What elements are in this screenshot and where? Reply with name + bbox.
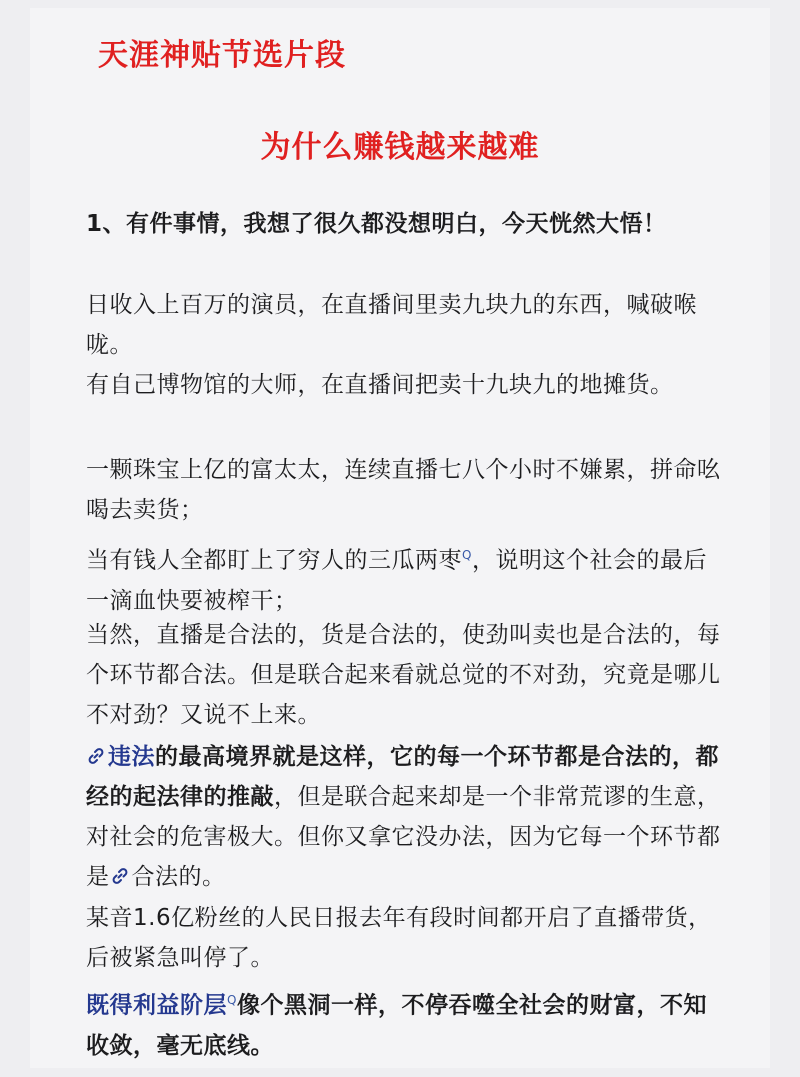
source-title: 天涯神贴节选片段 bbox=[98, 38, 346, 73]
paragraph-7-tail: 合法的。 bbox=[131, 864, 226, 890]
article-title: 为什么赚钱越来越难 bbox=[260, 130, 540, 165]
paragraph-9 bbox=[86, 980, 726, 1066]
link-icon-2[interactable] bbox=[110, 859, 130, 879]
paragraph-7-bold: 的最高境界就是这样，它的每一个环节都是合法的，都经的起法律的推敲 bbox=[86, 744, 719, 810]
paragraph-6: 当然，直播是合法的，货是合法的，使劲叫卖也是合法的，每个环节都合法。但是联合起来看就总觉的不对劲，究竟是哪儿不对劲？又说不上来。 bbox=[86, 622, 721, 728]
paragraph-1: 1、有件事情，我想了很久都没想明白，今天恍然大悟！ bbox=[86, 211, 667, 237]
paragraph-5 bbox=[86, 535, 726, 621]
paragraph-3: 有自己博物馆的大师，在直播间把卖十九块九的地摊货。 bbox=[86, 372, 674, 398]
paragraph-4: 一颗珠宝上亿的富太太，连续直播七八个小时不嫌累，拼命吆喝去卖货； bbox=[86, 457, 721, 523]
paragraph-5-text-b: ，说明这个社会的最后一滴血快要被榨干； bbox=[86, 547, 707, 614]
paragraph-7 bbox=[86, 737, 726, 897]
illegal-link[interactable]: 违法 bbox=[108, 744, 155, 770]
paragraph-9-rest: 像个黑洞一样，不停吞噬全社会的财富，不知收敛，毫无底线。 bbox=[86, 992, 707, 1059]
paragraph-2: 日收入上百万的演员，在直播间里卖九块九的东西，喊破喉咙。 bbox=[86, 292, 697, 358]
search-marker-icon-2[interactable]: Q bbox=[227, 993, 237, 1007]
search-marker-icon[interactable]: Q bbox=[462, 548, 472, 562]
paragraph-5-text-a: 当有钱人全都盯上了穷人的三瓜两枣 bbox=[86, 547, 462, 574]
link-icon[interactable] bbox=[86, 739, 106, 759]
paragraph-7-rest: ，但是联合起来却是一个非常荒谬的生意，对社会的危害极大。但你又拿它没办法，因为它每一个环节都是 bbox=[86, 784, 721, 890]
paragraph-8: 某音1.6亿粉丝的人民日报去年有段时间都开启了直播带货，后被紧急叫停了。 bbox=[86, 905, 712, 971]
interest-class-link[interactable]: 既得利益阶层 bbox=[86, 992, 227, 1019]
